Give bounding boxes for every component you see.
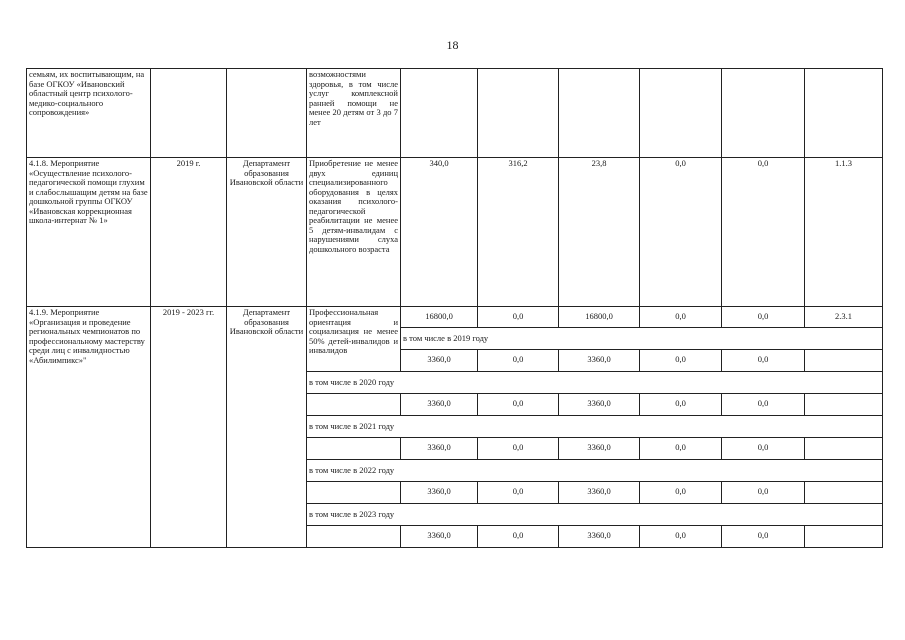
cell-value-2: 0,0 xyxy=(478,394,559,416)
cell-value-4: 0,0 xyxy=(640,394,722,416)
cell-value-1: 16800,0 xyxy=(401,307,478,328)
year-label: в том числе в 2021 году xyxy=(307,416,883,438)
cell-value-5: 0,0 xyxy=(722,307,805,328)
cell-indicator: Приобретение не менее двух единиц специализированного оборудования в целях оказания психолого-педагогической реабилитации не менее 5 детям-инвалидам с нарушениями слуха дошкольного возраста xyxy=(307,158,401,307)
cell-period: 2019 - 2023 гг. xyxy=(151,307,227,548)
cell-value-3: 3360,0 xyxy=(559,482,640,504)
cell-value-3: 23,8 xyxy=(559,158,640,307)
year-label: в том числе в 2020 году xyxy=(307,372,883,394)
cell-value-2: 316,2 xyxy=(478,158,559,307)
cell-value-5: 0,0 xyxy=(722,526,805,548)
table-row-continued xyxy=(27,69,883,158)
page-number: 18 xyxy=(446,38,459,52)
cell-value-2: 0,0 xyxy=(478,307,559,328)
cell-value-4: 0,0 xyxy=(640,482,722,504)
cell-value-3: 3360,0 xyxy=(559,526,640,548)
cell-value-4: 0,0 xyxy=(640,526,722,548)
cell-value-2: 0,0 xyxy=(478,482,559,504)
cell-value-1: 3360,0 xyxy=(401,526,478,548)
year-label: в том числе в 2022 году xyxy=(307,460,883,482)
cell-value-1: 3360,0 xyxy=(401,394,478,416)
table-row-4-1-9 xyxy=(27,307,883,328)
cell-value-5: 0,0 xyxy=(722,482,805,504)
cell-value-5: 0,0 xyxy=(722,158,805,307)
cell-value-1: 3360,0 xyxy=(401,438,478,460)
cell-indicator: Профессиональная ориентация и социализация не менее 50% детей-инвалидов и инвалидов xyxy=(307,307,401,372)
cell-value-3: 3360,0 xyxy=(559,394,640,416)
cell-value-3: 16800,0 xyxy=(559,307,640,328)
cell-value-3: 3360,0 xyxy=(559,438,640,460)
cell-value-2: 0,0 xyxy=(478,526,559,548)
cell-value-3: 3360,0 xyxy=(559,350,640,372)
cell-value-4: 0,0 xyxy=(640,307,722,328)
cell-value-5: 0,0 xyxy=(722,350,805,372)
cell-executor: Департамент образования Ивановской области xyxy=(227,158,307,307)
year-label: в том числе в 2023 году xyxy=(307,504,883,526)
table-row-4-1-8 xyxy=(27,158,883,307)
cell-name: 4.1.8. Мероприятие «Осуществление психолого-педагогической помощи глухим и слабослышащим детям на базе дошкольной группы ОГКОУ «Ивановская коррекционная школа-интернат № 1» xyxy=(27,158,151,307)
cell-value-4: 0,0 xyxy=(640,158,722,307)
cell-name: 4.1.9. Мероприятие «Организация и проведение региональных чемпионатов по профессиональному мастерству среди лиц с инвалидностью «Абилимпикс»" xyxy=(27,307,151,548)
cell-indicator: возможностями здоровья, в том числе услуг комплексной ранней помощи не менее 20 детям от 3 до 7 лет xyxy=(307,69,401,158)
cell-value-5: 0,0 xyxy=(722,394,805,416)
cell-value-1: 3360,0 xyxy=(401,350,478,372)
cell-value-2: 0,0 xyxy=(478,438,559,460)
cell-executor: Департамент образования Ивановской области xyxy=(227,307,307,548)
cell-value-5: 0,0 xyxy=(722,438,805,460)
cell-code: 2.3.1 xyxy=(805,307,883,328)
cell-value-4: 0,0 xyxy=(640,350,722,372)
cell-value-4: 0,0 xyxy=(640,438,722,460)
program-table xyxy=(26,68,883,548)
cell-name: семьям, их воспитывающим, на базе ОГКОУ «Ивановский областный центр психолого-медико-социального сопровождения» xyxy=(27,69,151,158)
year-label: в том числе в 2019 году xyxy=(401,328,883,350)
cell-value-1: 340,0 xyxy=(401,158,478,307)
cell-value-1: 3360,0 xyxy=(401,482,478,504)
cell-code: 1.1.3 xyxy=(805,158,883,307)
cell-period: 2019 г. xyxy=(151,158,227,307)
cell-value-2: 0,0 xyxy=(478,350,559,372)
